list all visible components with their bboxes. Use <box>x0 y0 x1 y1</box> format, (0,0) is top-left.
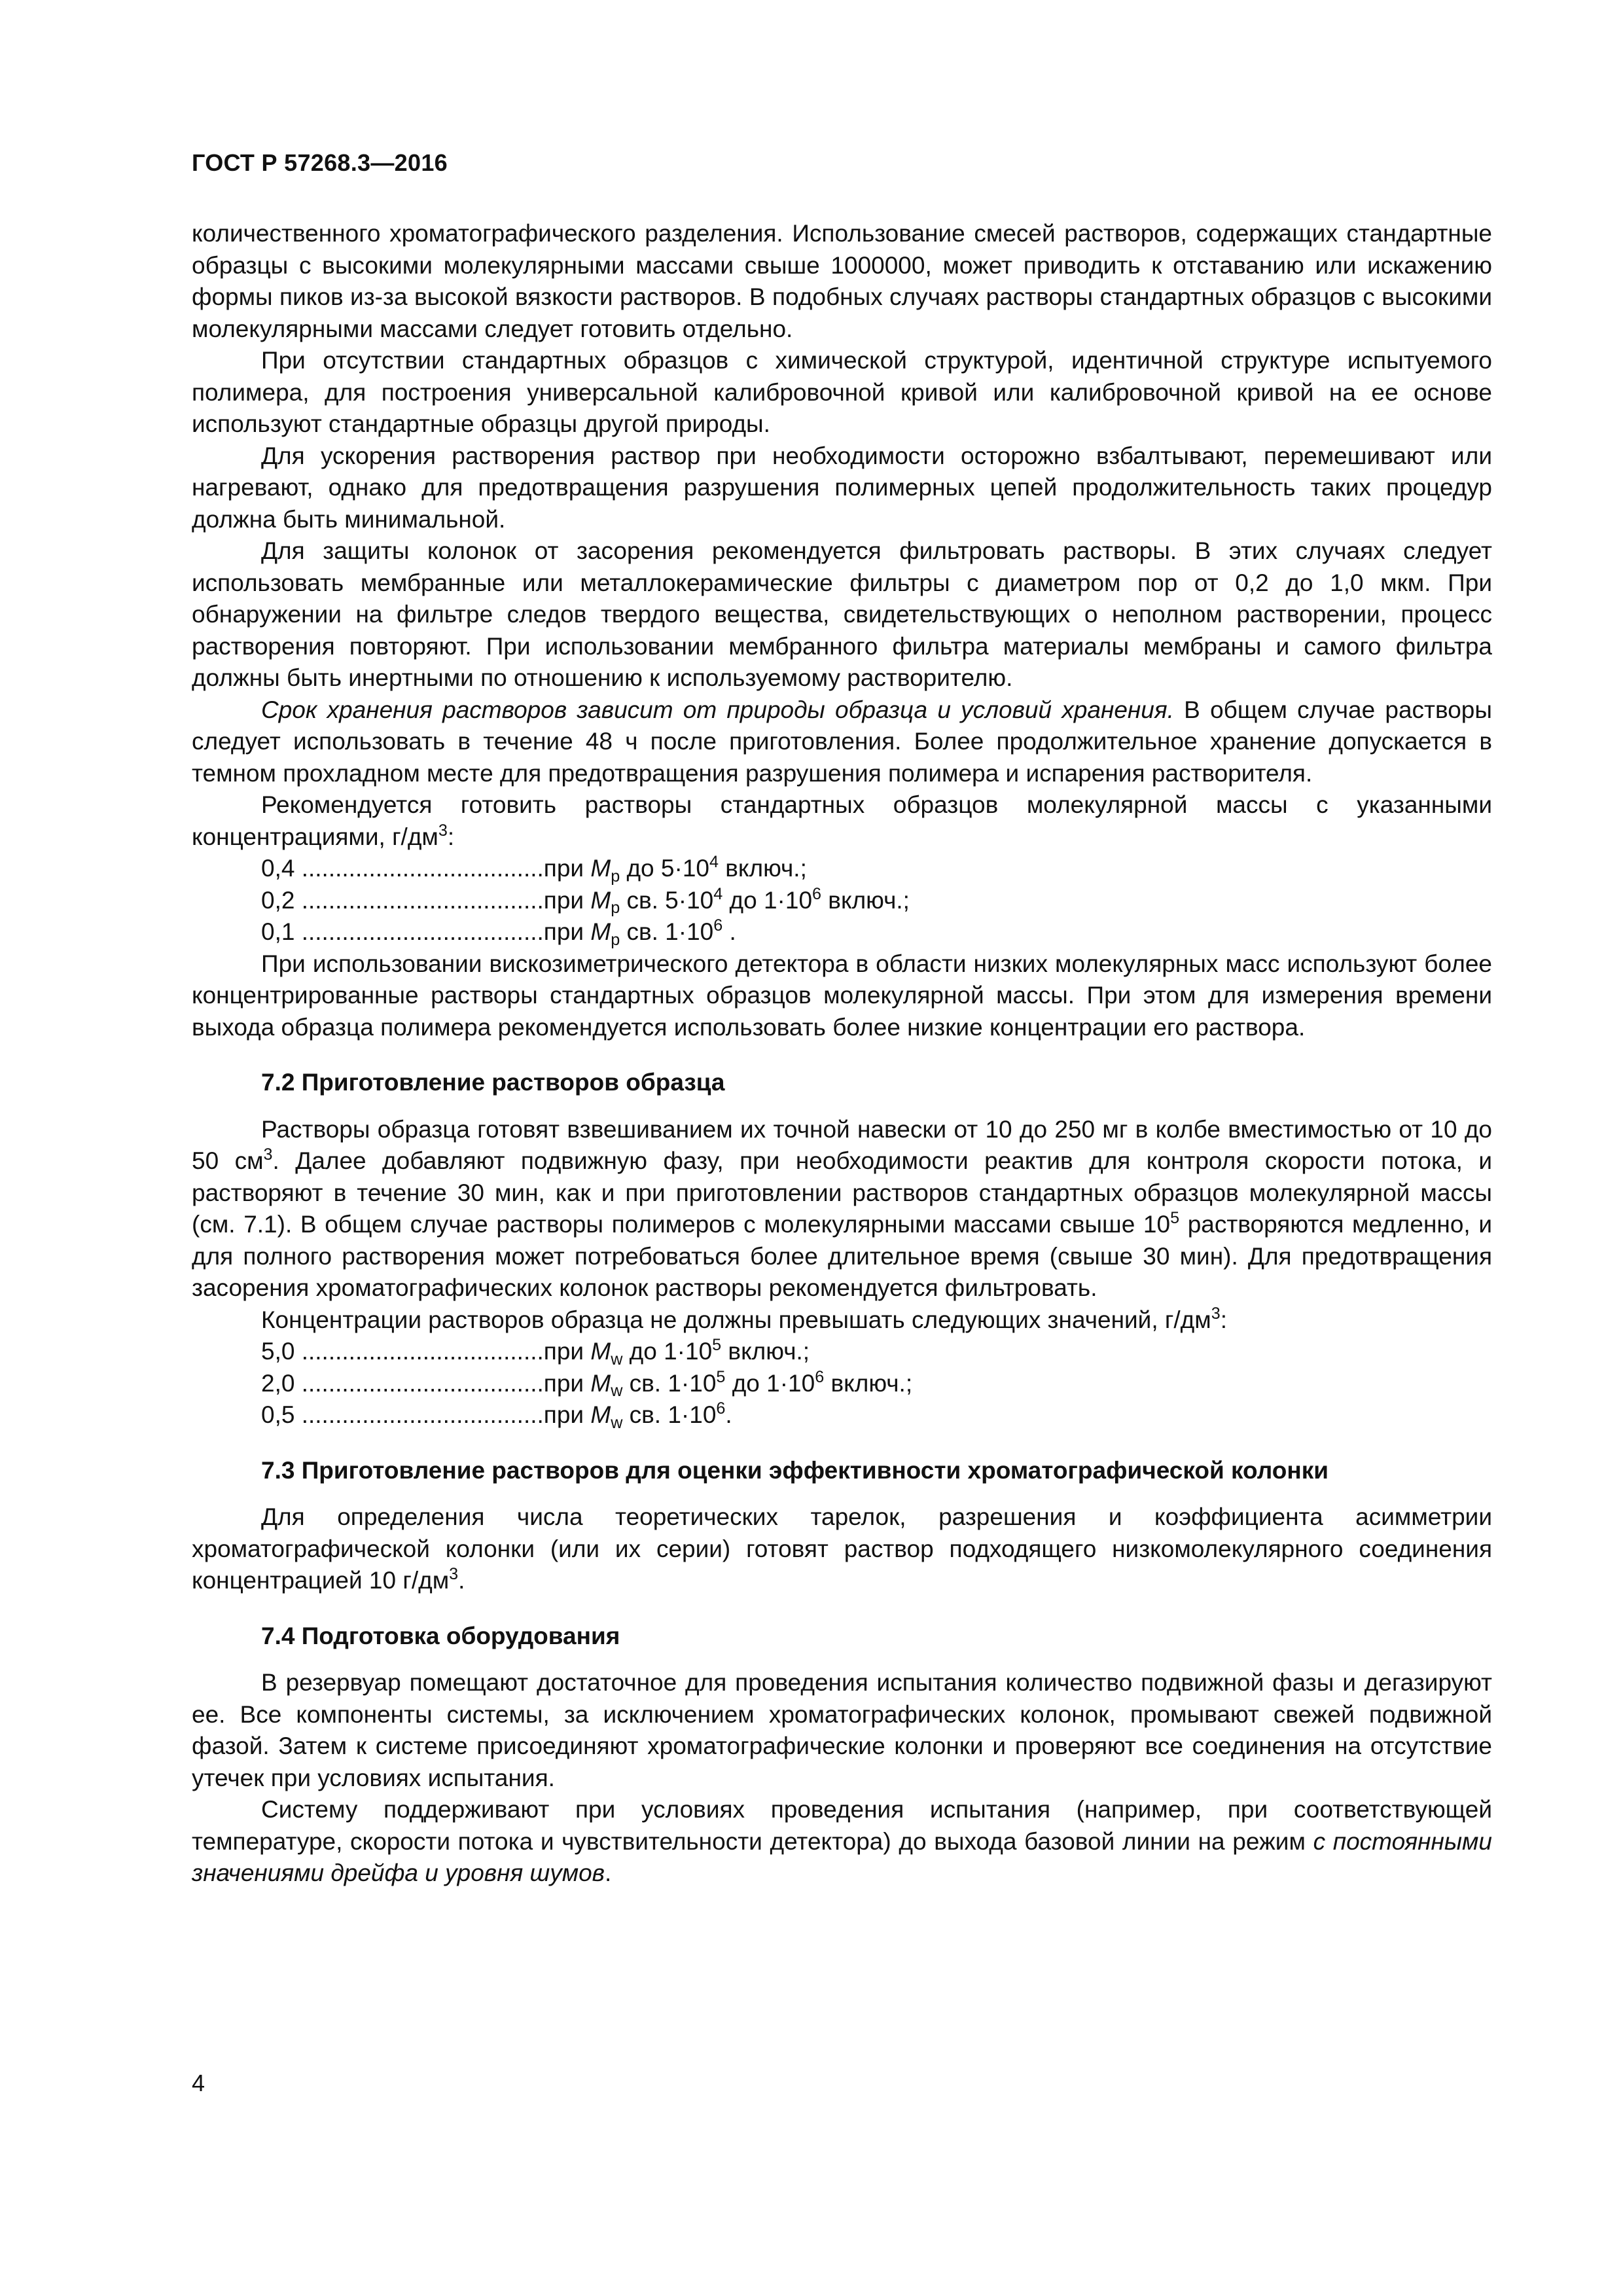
unit-superscript: 3 <box>449 1565 459 1584</box>
mass-subscript: w <box>611 1413 623 1432</box>
sample-conc-text: Концентрации растворов образца не должны превышать следующих значений, г/дм <box>261 1306 1211 1333</box>
section-title-7-2: 7.2 Приготовление растворов образца <box>261 1069 725 1096</box>
mass-subscript: w <box>611 1350 623 1369</box>
sample-concentration-row-2 <box>192 1368 1492 1400</box>
mass-subscript: p <box>611 867 620 886</box>
row-suffix: включ.; <box>824 1369 913 1397</box>
conditions-italic-text: с постоянными значениями дрейфа и уровня шумов <box>192 1827 1492 1886</box>
exponent: 5 <box>712 1336 722 1355</box>
concentrations-intro-text: Рекомендуется готовить растворы стандартных образцов молекулярной массы с указанными концентрациями, г/дм <box>192 791 1492 850</box>
paragraph-viscometric-detector: При использовании вискозиметрического детектора в области низких молекулярных масс используют более концентрированные растворы стандартных образцов молекулярной массы. При этом для измерения времени выхода образца полимера рекомендуется использовать более низкие концентрации его раствора. <box>192 950 1492 1041</box>
concentrations-intro-colon: : <box>447 823 455 850</box>
paragraph-sample-solutions <box>192 1114 1492 1304</box>
paragraph-sample-concentrations <box>192 1304 1492 1336</box>
conditions-period: . <box>604 1859 612 1886</box>
unit-superscript: 3 <box>1211 1304 1221 1323</box>
unit-superscript: 3 <box>263 1145 273 1164</box>
sample-concentration-row-1 <box>192 1336 1492 1368</box>
row-suffix: включ.; <box>821 886 910 914</box>
document-header-code: ГОСТ Р 57268.3—2016 <box>192 149 448 176</box>
exponent: 5 <box>716 1367 726 1386</box>
row-suffix: включ.; <box>718 855 807 882</box>
concentration-row-3 <box>192 916 1492 948</box>
storage-italic-text: Срок хранения растворов зависит от природы образца и условий хранения. <box>261 696 1174 723</box>
efficiency-period: . <box>458 1567 465 1594</box>
mass-subscript: w <box>611 1382 623 1401</box>
row-range-upper: до 1·10 <box>722 886 813 914</box>
mass-subscript: p <box>611 930 620 949</box>
exponent: 4 <box>713 884 723 903</box>
mass-symbol: M <box>590 855 611 882</box>
exponent: 5 <box>1170 1209 1180 1228</box>
row-range-upper: до 1·10 <box>725 1369 815 1397</box>
row-value: 0,5 ....................................при <box>261 1401 591 1428</box>
exponent: 6 <box>716 1399 726 1418</box>
sample-conc-colon: : <box>1220 1306 1227 1333</box>
document-body <box>192 218 1492 1890</box>
section-title-7-3: 7.3 Приготовление растворов для оценки эффективности хроматографической колонки <box>261 1456 1329 1484</box>
paragraph-dissolution: Для ускорения растворения раствор при необходимости осторожно взбалтывают, перемешивают или нагревают, однако для предотвращения разрушения полимерных цепей продолжительность таких процедур должна быть минимальной. <box>192 442 1492 533</box>
mass-symbol: M <box>590 1401 611 1428</box>
mass-subscript: p <box>611 899 620 918</box>
row-range: до 5·10 <box>620 855 709 882</box>
row-suffix: . <box>725 1401 732 1428</box>
exponent: 6 <box>713 916 723 935</box>
row-range: до 1·10 <box>622 1338 713 1365</box>
exponent: 4 <box>709 853 719 872</box>
storage-text: В общем случае растворы следует использовать в течение 48 ч после приготовления. Более продолжительное хранение допускается в темном прохладном месте для предотвращения разрушения полимера и испарения растворителя. <box>192 696 1492 787</box>
mass-symbol: M <box>590 1369 611 1397</box>
paragraph-concentrations-intro <box>192 789 1492 853</box>
row-suffix: включ.; <box>721 1338 810 1365</box>
exponent: 6 <box>812 884 822 903</box>
unit-superscript: 3 <box>438 821 448 840</box>
paragraph-storage <box>192 694 1492 790</box>
row-value: 2,0 ....................................при <box>261 1369 591 1397</box>
row-suffix: . <box>722 918 736 945</box>
mass-symbol: M <box>590 1338 611 1365</box>
paragraph-system-conditions <box>192 1794 1492 1890</box>
row-range: св. 1·10 <box>620 918 714 945</box>
sample-text-c: растворяются медленно, и для полного растворения может потребоваться более длительное время (свыше 30 мин). Для предотвращения засорения хроматографических колонок растворы рекомендуется фильтровать. <box>192 1211 1493 1301</box>
mass-symbol: M <box>590 886 611 914</box>
paragraph-continuation: количественного хроматографического разделения. Использование смесей растворов, содержащих стандартные образцы с высокими молекулярными массами свыше 1000000, может приводить к отставанию или искажению формы пиков из-за высокой вязкости растворов. В подобных случаях растворы стандартных образцов с высокими молекулярными массами следует готовить отдельно. <box>192 220 1492 342</box>
paragraph-column-efficiency <box>192 1501 1492 1597</box>
row-range: св. 5·10 <box>620 886 714 914</box>
row-range: св. 1·10 <box>622 1401 717 1428</box>
conditions-text: Систему поддерживают при условиях проведения испытания (например, при соответствующей температуре, скорости потока и чувствительности детектора) до выхода базовой линии на режим <box>192 1796 1492 1855</box>
row-value: 0,2 ....................................при <box>261 886 591 914</box>
row-value: 0,4 ....................................при <box>261 855 591 882</box>
efficiency-text: Для определения числа теоретических тарелок, разрешения и коэффициента асимметрии хроматографической колонки (или их серии) готовят раствор подходящего низкомолекулярного соединения концентрацией 10 г/дм <box>192 1503 1492 1594</box>
paragraph-filtering: Для защиты колонок от засорения рекомендуется фильтровать растворы. В этих случаях следует использовать мембранные или металлокерамические фильтры с диаметром пор от 0,2 до 1,0 мкм. При обнаружении на фильтре следов твердого вещества, свидетельствующих о неполном растворении, процесс растворения повторяют. При использовании мембранного фильтра материалы мембраны и самого фильтра должны быть инертными по отношению к используемому растворителю. <box>192 537 1492 691</box>
section-title-7-4: 7.4 Подготовка оборудования <box>261 1622 620 1649</box>
sample-text-a: Растворы образца готовят взвешиванием их точной навески от 10 до 250 мг в колбе вместимостью от 10 до 50 см <box>192 1115 1492 1174</box>
row-value: 5,0 ....................................при <box>261 1338 591 1365</box>
concentration-row-1 <box>192 853 1492 885</box>
paragraph-equipment-prep: В резервуар помещают достаточное для проведения испытания количество подвижной фазы и дегазируют ее. Все компоненты системы, за исключением хроматографических колонок, промывают свежей подвижной фазой. Затем к системе присоединяют хроматографические колонки и проверяют все соединения на отсутствие утечек при условиях испытания. <box>192 1669 1492 1791</box>
page-number: 4 <box>192 2070 205 2096</box>
paragraph-reference-samples: При отсутствии стандартных образцов с химической структурой, идентичной структуре испытуемого полимера, для построения универсальной калибровочной кривой или калибровочной кривой на ее основе используют стандартные образцы другой природы. <box>192 347 1492 437</box>
sample-concentration-row-3 <box>192 1399 1492 1431</box>
concentration-row-2 <box>192 885 1492 917</box>
row-range: св. 1·10 <box>622 1369 717 1397</box>
exponent: 6 <box>815 1367 825 1386</box>
row-value: 0,1 ....................................при <box>261 918 591 945</box>
mass-symbol: M <box>590 918 611 945</box>
sample-text-b: . Далее добавляют подвижную фазу, при необходимости реактив для контроля скорости потока, и растворяют в течение 30 мин, как и при приготовлении растворов стандартных образцов молекулярной массы (см. 7.1). В общем случае растворы полимеров с молекулярными массами свыше 10 <box>192 1147 1492 1238</box>
